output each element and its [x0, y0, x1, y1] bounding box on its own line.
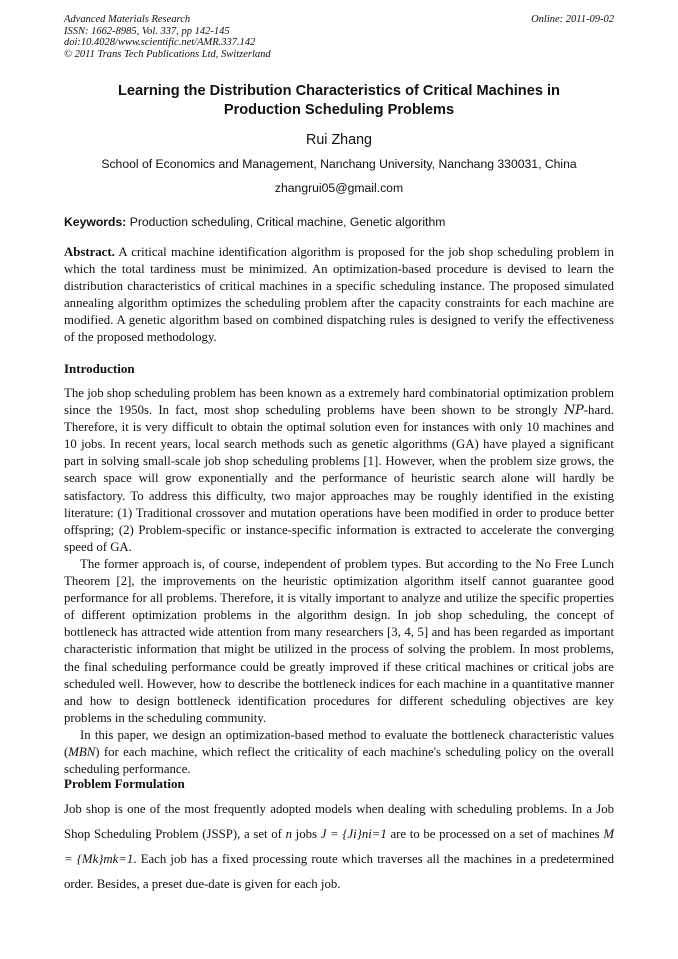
journal-header — [64, 14, 271, 60]
abstract — [64, 244, 614, 347]
introduction-body — [64, 385, 614, 778]
problem-p1-text-b: jobs — [292, 827, 321, 841]
intro-p1-text-b: -hard. Therefore, it is very difficult to obtain the optimal solution even for instances with only 10 machines and 10 jobs. In recent years, local search methods such as genetic algorithms (GA) have played a significant part in solving small-scale job shop scheduling problems [1]. However, when the problem size grows, the search space will grow exponentially and the performance of heuristic search alone will hardly be satisfactory. To address this difficulty, two major approaches may be roughly identified in the existing literature: (1) Traditional crossover and mutation operations have been modified in order to produce better offspring; (2) Problem-specific or instance-specific information is extracted to accelerate the converging speed of GA. — [64, 403, 614, 554]
problem-p1-text-c: are to be processed on a set of machines — [386, 827, 604, 841]
n-symbol: n — [285, 827, 292, 841]
intro-paragraph-3 — [64, 727, 614, 778]
online-date: Online: 2011-09-02 — [531, 14, 614, 25]
copyright-line: © 2011 Trans Tech Publications Ltd, Switzerland — [64, 48, 271, 60]
author-name: Rui Zhang — [306, 132, 372, 148]
problem-paragraph-1 — [64, 797, 614, 897]
intro-paragraph-1 — [64, 385, 614, 556]
intro-p1-text-a: The job shop scheduling problem has been known as a extremely hard combinatorial optimization problem since the 1950s. In fact, most shop scheduling problems have been shown to be strongly — [64, 386, 614, 418]
keywords-label: Keywords: — [64, 215, 127, 229]
intro-paragraph-2: The former approach is, of course, independent of problem types. But according to the No Free Lunch Theorem [2], the improvements on the heuristic optimization algorithm itself cannot guarantee good performance for all problems. Therefore, it is vitally important to analyze and utilize the specific properties of different optimization problems in the algorithm design. In job shop scheduling, the concept of bottleneck has attracted wide attention from many researchers [3, 4, 5] and has been regarded as important characteristic information that might be utilized in the process of solving the problem. In most problems, the final scheduling performance could be greatly improved if these critical machines or critical jobs are scheduled well. However, how to describe the bottleneck indices for each machine in a quantitative manner and how to design bottleneck identification procedures for different scheduling objectives are key problems in the scheduling community. — [64, 556, 614, 725]
intro-p3-text-a: In this paper, we design an optimization-based method to evaluate the bottleneck characteristic values ( — [64, 727, 614, 759]
abstract-label: Abstract. — [64, 245, 115, 259]
np-symbol: NP — [563, 403, 584, 419]
doi-line: doi:10.4028/www.scientific.net/AMR.337.142 — [64, 37, 256, 49]
title-line-1: Learning the Distribution Characteristics of Critical Machines in — [118, 83, 560, 99]
machines-set-formula: M = {Mk}mk=1 — [64, 827, 615, 866]
affiliation: School of Economics and Management, Nanchang University, Nanchang 330031, China — [101, 157, 577, 171]
issn-line: ISSN: 1662-8985, Vol. 337, pp 142-145 — [64, 25, 230, 37]
author-email: zhangrui05@gmail.com — [274, 181, 404, 195]
introduction-heading: Introduction — [64, 361, 135, 376]
problem-formulation-body — [64, 797, 614, 897]
problem-formulation-heading: Problem Formulation — [64, 776, 185, 791]
problem-p1-text-d: . Each job has a fixed processing route which traverses all the machines in a predetermined order. Besides, a preset due-date is given for each job. — [64, 852, 614, 891]
keywords-text: Production scheduling, Critical machine, Genetic algorithm — [129, 215, 446, 229]
title-line-2: Production Scheduling Problems — [223, 102, 455, 118]
problem-p1-text-a: Job shop is one of the most frequently adopted models when dealing with scheduling problems. In a Job Shop Scheduling Problem (JSSP), a set of — [64, 802, 614, 841]
intro-p3-text-b: ) for each machine, which reflect the criticality of each machine's scheduling policy on the overall scheduling performance. — [64, 744, 614, 777]
abstract-text: A critical machine identification algorithm is proposed for the job shop scheduling problem in which the total tardiness must be minimized. An optimization-based procedure is devised to learn the distribution characteristics of critical machines in a specific scheduling instance. The proposed simulated annealing algorithm optimizes the scheduling problem after the capacity constraints for each machine are modified. A genetic algorithm based on combined dispatching rules is designed to verify the effectiveness of the proposed methodology. — [64, 245, 614, 345]
paper-title — [70, 82, 608, 120]
keywords — [64, 215, 445, 229]
journal-name: Advanced Materials Research — [64, 14, 191, 25]
jobs-set-formula: J = {Ji}ni=1 — [320, 827, 387, 841]
mbn-symbol: MBN — [68, 744, 96, 759]
